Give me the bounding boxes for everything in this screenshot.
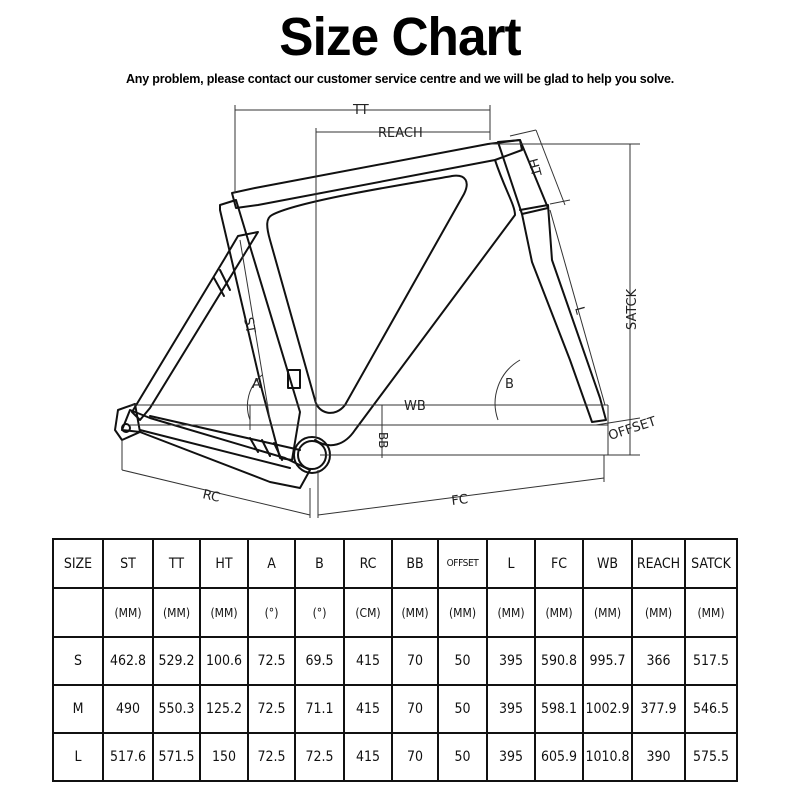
header-cell: FC <box>535 539 583 588</box>
unit-cell: (MM) <box>438 588 487 637</box>
table-cell: 100.6 <box>200 637 248 685</box>
bike-frame-diagram <box>0 88 800 528</box>
table-row <box>53 733 737 781</box>
table-cell: 517.5 <box>685 637 737 685</box>
table-cell: L <box>53 733 103 781</box>
table-cell: 125.2 <box>200 685 248 733</box>
label-rc: RC <box>201 487 222 506</box>
table-cell: 395 <box>487 685 535 733</box>
header-cell: REACH <box>632 539 685 588</box>
table-cell: 490 <box>103 685 153 733</box>
fork <box>520 205 606 422</box>
table-cell: 415 <box>344 733 392 781</box>
label-reach: REACH <box>378 126 423 141</box>
label-tt: TT <box>353 103 369 118</box>
table-cell: 70 <box>392 733 438 781</box>
unit-cell: (MM) <box>535 588 583 637</box>
unit-cell: (°) <box>248 588 295 637</box>
label-b: B <box>505 377 514 392</box>
table-row <box>53 637 737 685</box>
unit-cell: (MM) <box>200 588 248 637</box>
label-offset: OFFSET <box>606 414 659 444</box>
table-cell: 150 <box>200 733 248 781</box>
table-cell: 575.5 <box>685 733 737 781</box>
table-cell: 377.9 <box>632 685 685 733</box>
table-cell: 70 <box>392 637 438 685</box>
unit-cell: (MM) <box>487 588 535 637</box>
label-st: ST <box>240 316 258 335</box>
table-cell: 70 <box>392 685 438 733</box>
table-cell: 71.1 <box>295 685 344 733</box>
table-cell: 50 <box>438 733 487 781</box>
table-cell: 529.2 <box>153 637 200 685</box>
table-cell: 1002.9 <box>583 685 632 733</box>
unit-cell: (MM) <box>153 588 200 637</box>
header-cell: SATCK <box>685 539 737 588</box>
table-cell: S <box>53 637 103 685</box>
header-cell: L <box>487 539 535 588</box>
unit-cell: (°) <box>295 588 344 637</box>
table-cell: 72.5 <box>295 733 344 781</box>
label-satck: SATCK <box>625 288 640 330</box>
page-title: Size Chart <box>279 7 521 67</box>
label-a: A <box>252 377 261 392</box>
header-cell: OFFSET <box>438 539 487 588</box>
table-cell: 72.5 <box>248 733 295 781</box>
top-tube <box>232 140 522 208</box>
table-cell: 546.5 <box>685 685 737 733</box>
front-triangle-window <box>267 176 466 413</box>
table-cell: 1010.8 <box>583 733 632 781</box>
table-cell: 69.5 <box>295 637 344 685</box>
header-cell: ST <box>103 539 153 588</box>
table-cell: 605.9 <box>535 733 583 781</box>
table-cell: M <box>53 685 103 733</box>
table-cell: 72.5 <box>248 685 295 733</box>
size-table <box>52 538 738 782</box>
table-cell: 72.5 <box>248 637 295 685</box>
table-units-row <box>53 588 737 637</box>
rear-dropout <box>115 404 140 440</box>
table-header-row <box>53 539 737 588</box>
table-cell: 390 <box>632 733 685 781</box>
header-cell: HT <box>200 539 248 588</box>
table-cell: 517.6 <box>103 733 153 781</box>
table-cell: 395 <box>487 733 535 781</box>
header-cell: BB <box>392 539 438 588</box>
table-cell: 571.5 <box>153 733 200 781</box>
unit-cell: (MM) <box>685 588 737 637</box>
unit-cell: (MM) <box>392 588 438 637</box>
unit-cell: (MM) <box>632 588 685 637</box>
unit-cell: (MM) <box>583 588 632 637</box>
table-row <box>53 685 737 733</box>
table-cell: 598.1 <box>535 685 583 733</box>
unit-cell: (MM) <box>103 588 153 637</box>
header-cell: B <box>295 539 344 588</box>
label-bb: BB <box>376 432 390 449</box>
unit-cell <box>53 588 103 637</box>
seat-stay <box>132 232 258 420</box>
table-cell: 366 <box>632 637 685 685</box>
label-wb: WB <box>404 399 426 414</box>
table-cell: 415 <box>344 637 392 685</box>
table-cell: 50 <box>438 637 487 685</box>
header-cell: TT <box>153 539 200 588</box>
header-cell: A <box>248 539 295 588</box>
label-l: L <box>571 305 588 317</box>
seat-tube <box>220 200 300 460</box>
header-cell: SIZE <box>53 539 103 588</box>
table-cell: 462.8 <box>103 637 153 685</box>
table-cell: 590.8 <box>535 637 583 685</box>
page-subtitle: Any problem, please contact our customer service centre and we will be glad to help you solve. <box>125 72 675 86</box>
table-cell: 50 <box>438 685 487 733</box>
label-ht: HT <box>524 157 544 179</box>
unit-cell: (CM) <box>344 588 392 637</box>
header-cell: RC <box>344 539 392 588</box>
header-cell: WB <box>583 539 632 588</box>
table-cell: 415 <box>344 685 392 733</box>
head-tube <box>498 140 548 214</box>
label-fc: FC <box>450 492 469 509</box>
table-cell: 550.3 <box>153 685 200 733</box>
table-cell: 395 <box>487 637 535 685</box>
table-cell: 995.7 <box>583 637 632 685</box>
